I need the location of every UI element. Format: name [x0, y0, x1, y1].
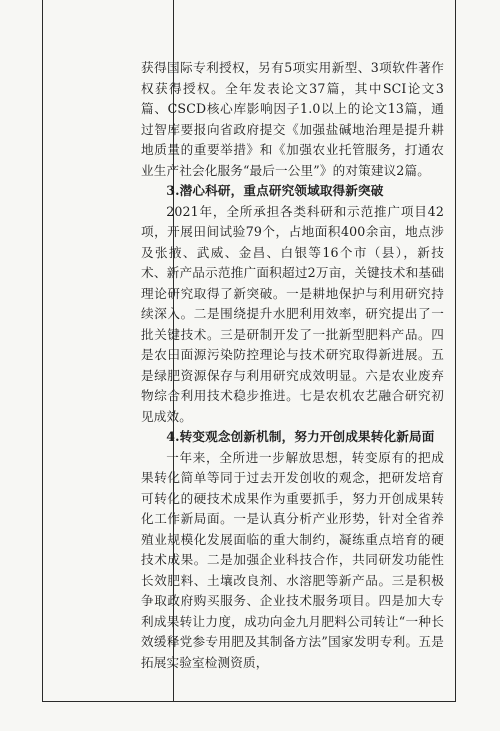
- paragraph-transfer: 一年来，全所进一步解放思想，转变原有的把成果转化简单等同于过去开发创收的观念，把研发培育可转化的硬技术成果作为重要抓手，努力开创成果转化工作新局面。一是认真分析产业形势，针对全省养殖业规模化发展面临的重大制约，凝练重点培育的硬技术成果。二是加强企业科技合作，共同研发功能性长效肥料、土壤改良剂、水溶肥等新产品。三是积极争取政府购买服务、企业技术服务项目。四是加大专利成果转让力度，成功向金九月肥料公司转让“一种长效缓释党参专用肥及其制备方法”国家发明专利。五是拓展实验室检测资质，: [141, 449, 444, 670]
- heading-research: 3.潜心科研，重点研究领域取得新突破: [166, 183, 384, 198]
- heading-transfer: 4.转变观念创新机制，努力开创成果转化新局面: [166, 429, 435, 444]
- content-cell: [141, 58, 444, 673]
- paragraph-patents: 获得国际专利授权，另有5项实用新型、3项软件著作权获得授权。全年发表论文37篇，其中SCI论文3篇、CSCD核心库影响因子1.0以上的论文13篇，通过智库要报向省政府提交《加强盐碱地治理是提升耕地质量的重要举措》和《加强农业托管服务，打通农业生产社会化服务“最后一公里”》的对策建议2篇。: [141, 60, 444, 178]
- paragraph-research: 2021年，全所承担各类科研和示范推广项目42项，开展田间试验79个，占地面积400余亩，地点涉及张掖、武威、金昌、白银等16个市（县），新技术、新产品示范推广面积超过2万亩，关键技术和基础理论研究取得了新突破。一是耕地保护与利用研究持续深入。二是围绕提升水肥利用效率，研究提出了一批关键技术。三是研制开发了一批新型肥料产品。四是农田面源污染防控理论与技术研究取得新进展。五是绿肥资源保存与利用研究成效明显。六是农业废弃物综合利用技术稳步推进。七是农机农艺融合研究初见成效。: [141, 203, 444, 424]
